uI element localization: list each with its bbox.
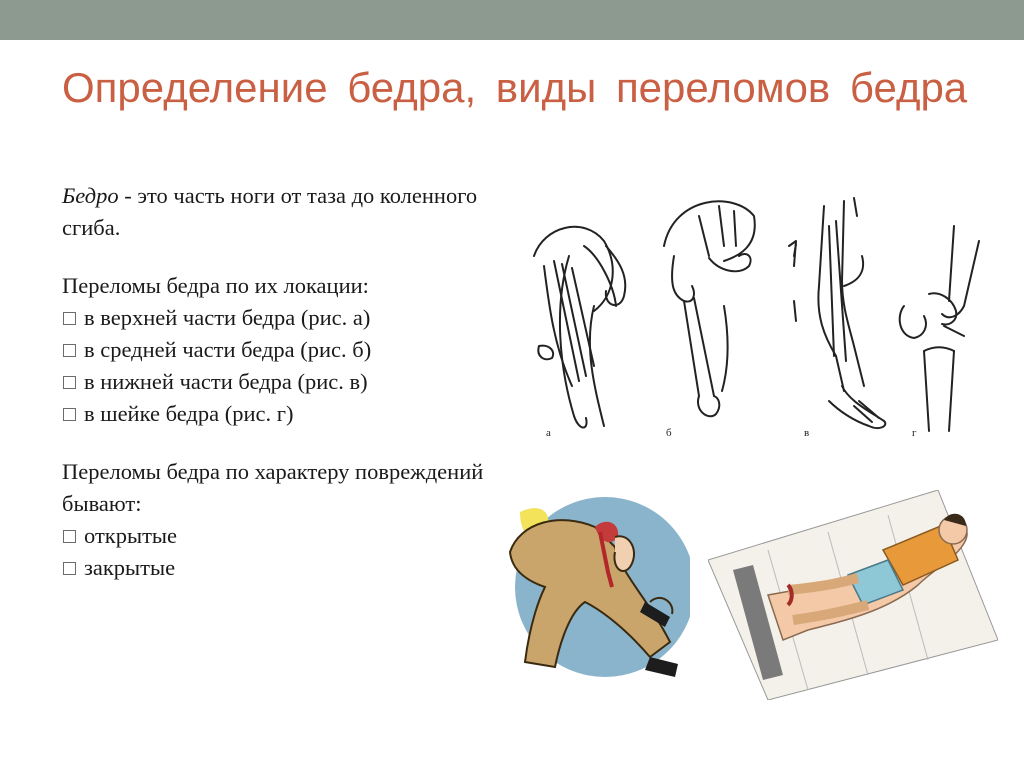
slide-title: Определение бедра, виды переломов бедра	[62, 64, 968, 111]
list-item: закрытые	[62, 552, 502, 584]
panel-b-drawing	[664, 201, 755, 416]
square-bullet-icon	[63, 312, 76, 325]
panel-a-drawing	[534, 227, 625, 428]
square-bullet-icon	[63, 562, 76, 575]
list-item: в верхней части бедра (рис. а)	[62, 302, 502, 334]
open-fracture-illustration	[500, 492, 690, 692]
square-bullet-icon	[63, 530, 76, 543]
splinted-patient-illustration	[708, 490, 998, 700]
square-bullet-icon	[63, 408, 76, 421]
square-bullet-icon	[63, 376, 76, 389]
square-bullet-icon	[63, 344, 76, 357]
slide-body	[62, 180, 502, 584]
panel-g-drawing	[900, 226, 979, 431]
panel-label: б	[666, 427, 672, 439]
list-item: открытые	[62, 520, 502, 552]
list-item: в нижней части бедра (рис. в)	[62, 366, 502, 398]
definition	[62, 180, 502, 244]
types-heading: Переломы бедра по характеру повреждений бывают:	[62, 459, 484, 516]
panel-label: в	[804, 427, 810, 439]
panel-v-drawing	[789, 198, 885, 428]
panel-label: а	[546, 427, 551, 439]
top-banner	[0, 0, 1024, 40]
definition-text: - это часть ноги от таза до коленного сгиба.	[62, 183, 478, 240]
femur-fracture-locations-illustration	[524, 186, 992, 442]
list-item: в шейке бедра (рис. г)	[62, 398, 502, 430]
definition-term: Бедро	[62, 183, 119, 208]
locations-heading: Переломы бедра по их локации:	[62, 273, 369, 298]
list-item: в средней части бедра (рис. б)	[62, 334, 502, 366]
panel-label: г	[912, 427, 917, 439]
